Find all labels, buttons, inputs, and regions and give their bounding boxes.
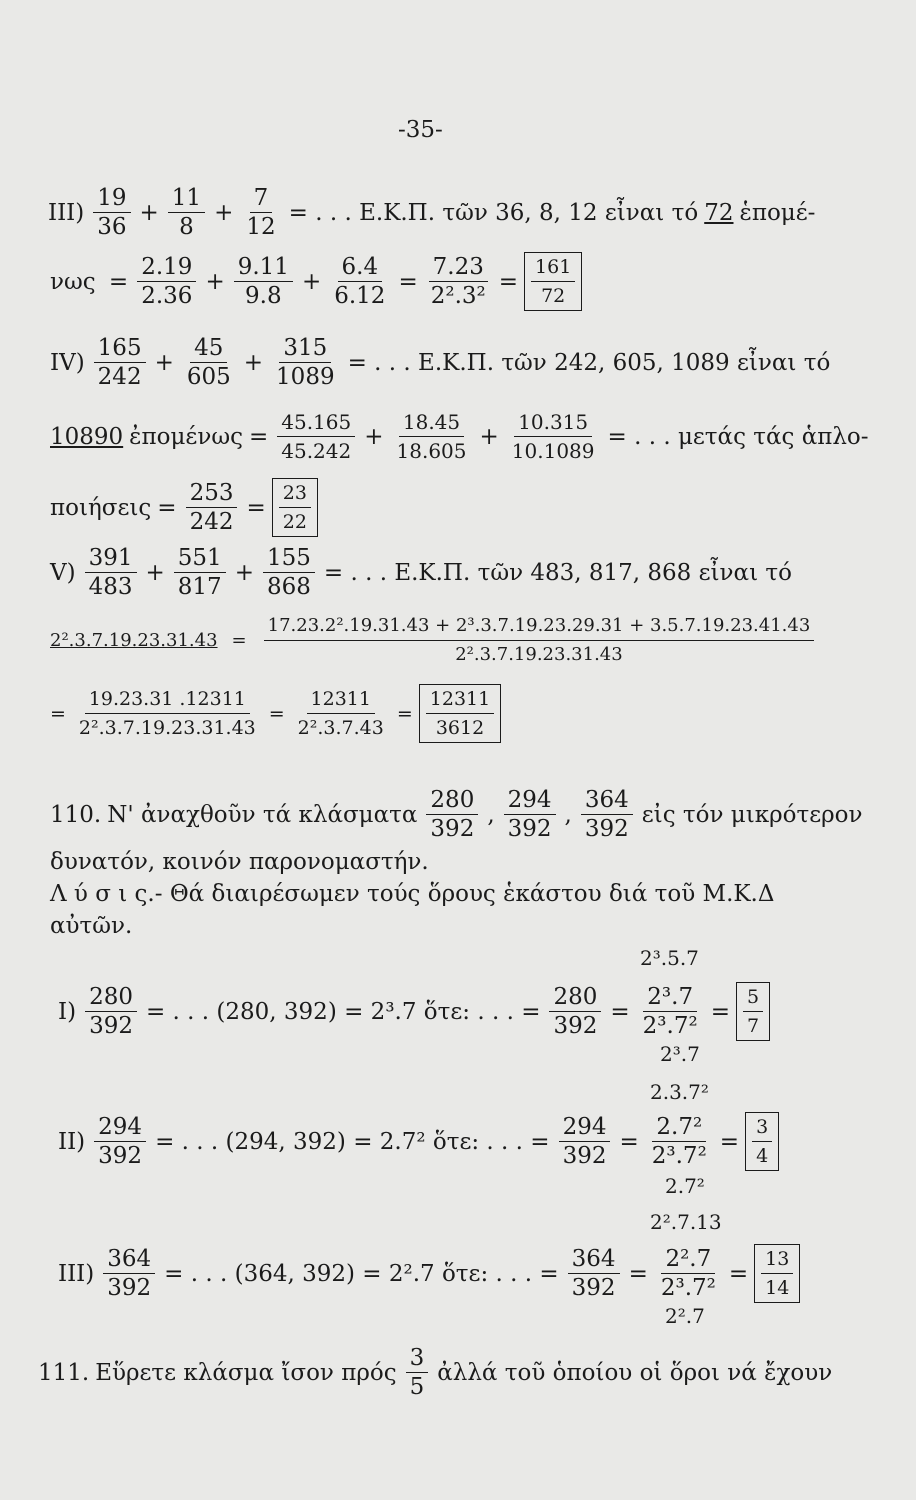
problem-number: 110. [50,801,102,828]
text: Εὕρετε κλάσμα ἴσον πρός [95,1359,397,1386]
exercise-3-line2: νως = $\frac{2.19}{2.36}$ + $\frac{9.11}{9.8}$ + $\frac{6.4}{6.12}$ = $\frac{7.23}{\text{2².3²}}$ = $\frac{161}{72}$ [50,252,582,311]
lcm-text: = . . . Ε.Κ.Π. τῶν 36, 8, 12 εἶναι τό [288,199,699,226]
continuation-text: = . . . μετάς τάς ἁπλο- [607,423,869,450]
case-label: III) [58,1260,95,1287]
page-number: -35- [398,117,443,143]
lcm-value: 72 [704,199,734,226]
fraction: $\frac{294}{392}$ [504,788,556,841]
result-box: $\frac{23}{22}$ [272,478,318,537]
fraction: $\frac{\text{17.23.2².19.31.43 + 2³.3.7.19.23.29.31 + 3.5.7.19.23.41.43}}{\text{2².3.7.19.23.31.43}}$ [264,614,815,667]
fraction: $\frac{6.4}{6.12}$ [334,254,386,309]
fraction: $\frac{364}{392}$ [103,1247,155,1300]
text: εἰς τόν μικρότερον [641,801,863,828]
case-label: I) [58,998,77,1025]
problem-110-solution: Λ ύ σ ι ς.- Θά διαιρέσωμεν τούς ὅρους ἑκάστου διά τοῦ Μ.Κ.Δ [50,881,775,907]
lcm-value: 10890 [50,423,124,450]
fraction: $\frac{280}{392}$ [85,985,137,1038]
fraction: $\frac{2.19}{2.36}$ [137,255,196,308]
fraction: $\frac{551}{817}$ [174,546,226,599]
result-box: $\frac{13}{14}$ [754,1244,800,1303]
fraction: $\frac{3}{5}$ [406,1346,429,1399]
exercise-4-line3: ποιήσεις = $\frac{253}{242}$ = $\frac{23}{22}$ [50,478,318,537]
case-2-line: II) $\frac{294}{392}$ = . . . (294, 392) = 2.7² ὅτε: . . . = $\frac{294}{392}$ = $\frac{\text{2.7²}}{\text{2³.7²}}$ = $\frac{3}{4}$ [58,1112,779,1171]
case-3-line: III) $\frac{364}{392}$ = . . . (364, 392) = 2².7 ὅτε: . . . = $\frac{364}{392}$ = $\frac{\text{2².7}}{\text{2³.7²}}$ = $\frac{13}{14}$ [58,1244,800,1303]
fraction: $\frac{165}{242}$ [94,336,146,389]
fraction: $\frac{45.165}{45.242}$ [277,410,355,463]
gcd-text: = . . . (280, 392) = 2³.7 ὅτε: . . . = [145,998,541,1025]
exercise-4-line2: 10890 ἐπομένως = $\frac{45.165}{45.242}$ + $\frac{18.45}{18.605}$ + $\frac{10.315}{10.1089}$ = . . . μετάς τάς ἁπλο- [50,410,869,463]
case-2-bottom: 2.7² [665,1174,705,1198]
fraction: $\frac{19}{36}$ [93,186,130,239]
exercise-label: III) [48,199,85,226]
case-2-top: 2.3.7² [650,1080,709,1104]
problem-111-line1 [38,1346,832,1399]
exercise-5-line1: V) $\frac{391}{483}$ + $\frac{551}{817}$ + $\frac{155}{868}$ = . . . Ε.Κ.Π. τῶν 483, 817, 868 εἶναι τό [50,545,792,600]
fraction: $\frac{294}{392}$ [94,1115,146,1168]
case-1-line: I) $\frac{280}{392}$ = . . . (280, 392) = 2³.7 ὅτε: . . . = $\frac{280}{392}$ = $\frac{\text{2³.7}}{\text{2³.7²}}$ = $\frac{5}{7}$ [58,982,770,1041]
exercise-5-line3: = $\frac{19.23.31 .12311}{\text{2².3.7.19.23.31.43}}$ = $\frac{12311}{\text{2².3.7.43}}$ = $\frac{12311}{3612}$ [50,684,501,743]
fraction: $\frac{280}{392}$ [549,985,601,1038]
case-label: II) [58,1128,86,1155]
exercise-label: V) [50,559,76,586]
fraction: $\frac{\text{2².7}}{\text{2³.7²}}$ [660,1246,716,1301]
fraction: $\frac{11}{8}$ [168,186,205,239]
fraction: $\frac{7.23}{\text{2².3²}}$ [427,255,490,308]
gcd-text: = . . . (364, 392) = 2².7 ὅτε: . . . = [164,1260,559,1287]
text: ποιήσεις [50,494,152,521]
fraction: $\frac{364}{392}$ [568,1247,620,1300]
fraction: $\frac{7}{12}$ [246,185,276,240]
exercise-3-line1: III) $\frac{19}{36}$ + $\frac{11}{8}$ + $\frac{7}{12}$ = . . . Ε.Κ.Π. τῶν 36, 8, 12 εἶναι τό 72 ἑπομέ- [48,185,816,240]
problem-110-line2: δυνατόν, κοινόν παρονομαστήν. [50,849,429,875]
problem-110-line4: αὐτῶν. [50,913,133,939]
text: ἀλλά τοῦ ὁποίου οἱ ὅροι νά ἔχουν [437,1359,833,1386]
case-1-bottom: 2³.7 [660,1042,700,1066]
result-box: $\frac{12311}{3612}$ [419,684,501,743]
exercise-4-line1: IV) $\frac{165}{242}$ + $\frac{45}{605}$ + $\frac{315}{1089}$ = . . . Ε.Κ.Π. τῶν 242, 605, 1089 εἶναι τό [50,335,831,390]
lcm-text: = . . . Ε.Κ.Π. τῶν 483, 817, 868 εἶναι τό [323,559,792,586]
fraction: $\frac{12311}{\text{2².3.7.43}}$ [297,688,384,739]
case-1-top: 2³.5.7 [640,946,699,970]
lcm-value: 2².3.7.19.23.31.43 [50,629,218,651]
fraction: $\frac{253}{242}$ [186,481,238,534]
text: ἐπομένως [129,423,243,450]
result-box: $\frac{5}{7}$ [736,982,770,1041]
continuation-text: ἑπομέ- [739,199,816,226]
fraction: $\frac{364}{392}$ [581,788,633,841]
fraction: $\frac{9.11}{9.8}$ [234,255,293,308]
problem-110-line1: 110. Ν' ἀναχθοῦν τά κλάσματα $\frac{280}{392}$ , $\frac{294}{392}$ , $\frac{364}{392}$ εἰς τόν μικρότερον [50,787,863,842]
fraction: $\frac{155}{868}$ [263,546,315,599]
fraction: $\frac{\text{2.7²}}{\text{2³.7²}}$ [651,1114,707,1169]
fraction: $\frac{294}{392}$ [559,1115,611,1168]
fraction: $\frac{\text{2³.7}}{\text{2³.7²}}$ [642,984,698,1039]
text: νως [50,268,96,295]
text: Ν' ἀναχθοῦν τά κλάσματα [107,801,418,828]
case-3-bottom: 2².7 [665,1304,705,1328]
fraction: $\frac{19.23.31 .12311}{\text{2².3.7.19.23.31.43}}$ [78,688,256,739]
exercise-5-line2: 2².3.7.19.23.31.43 = $\frac{\text{17.23.2².19.31.43 + 2³.3.7.19.23.29.31 + 3.5.7.19.23.41.43}}{\text{2².3.7.19.23.31.43}}$ [50,614,817,667]
fraction: $\frac{18.45}{18.605}$ [396,410,467,463]
fraction: $\frac{391}{483}$ [85,546,137,599]
gcd-text: = . . . (294, 392) = 2.7² ὅτε: . . . = [155,1128,550,1155]
result-box: $\frac{161}{72}$ [524,252,582,311]
problem-number: 111. [38,1359,90,1386]
fraction: $\frac{280}{392}$ [426,788,478,841]
exercise-label: IV) [50,349,85,376]
fraction: $\frac{315}{1089}$ [276,335,335,390]
case-3-top: 2².7.13 [650,1210,722,1234]
fraction: $\frac{10.315}{10.1089}$ [511,410,595,463]
result-box: $\frac{3}{4}$ [745,1112,779,1171]
lcm-text: = . . . Ε.Κ.Π. τῶν 242, 605, 1089 εἶναι τό [347,349,831,376]
fraction: $\frac{45}{605}$ [186,335,231,390]
